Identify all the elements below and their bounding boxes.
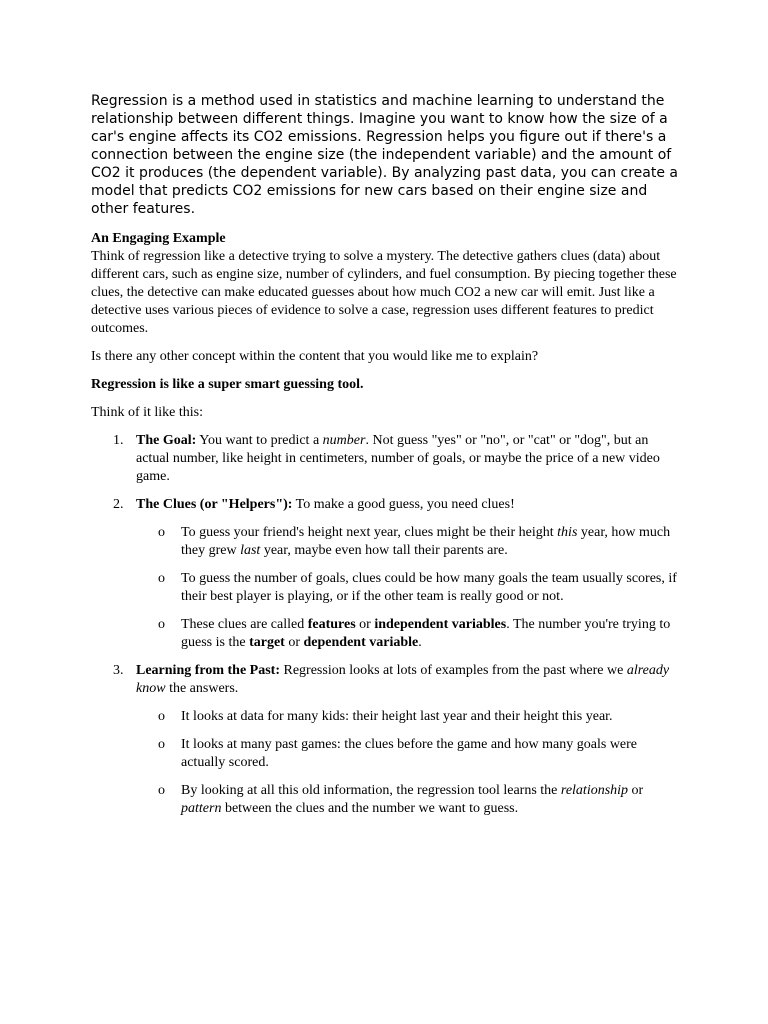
sub-text: or: [284, 635, 304, 650]
list-item: [91, 662, 683, 818]
sub-text: or: [628, 783, 644, 798]
sub-text: between the clues and the number we want to guess.: [221, 801, 519, 816]
step-text: the answers.: [165, 681, 239, 696]
document-page: [91, 92, 683, 828]
step-text: . Not guess "yes" or "no", or "cat" or "dog", but an actual number, like height in centimeters, number of goals, or maybe the price of a new video game.: [136, 433, 660, 484]
sub-text: To guess your friend's height next year, clues might be their height: [181, 525, 558, 540]
sub-list: [136, 524, 683, 652]
list-item: [91, 496, 683, 652]
sub-text: It looks at many past games: the clues before the game and how many goals were actually scored.: [181, 737, 638, 770]
intro-paragraph: Regression is a method used in statistics and machine learning to understand the relationship between different things. Imagine you want to know how the size of a car's engine affects its CO2 emissions. Regression helps you figure out if there's a connection between the engine size (the independent variable) and the amount of CO2 it produces (the dependent variable). By analyzing past data, you can create a model that predicts CO2 emissions for new cars based on their engine size and other features.: [91, 93, 678, 217]
sub-text: year, maybe even how tall their parents are.: [260, 543, 508, 558]
bullet-marker: o: [158, 709, 165, 724]
think-paragraph: Think of it like this:: [91, 405, 203, 420]
sub-text: .: [418, 635, 422, 650]
step-title: Learning from the Past:: [136, 663, 280, 678]
sub-list: [136, 708, 683, 818]
sub-emphasis: relationship: [560, 783, 629, 798]
bullet-marker: o: [158, 617, 165, 632]
sub-list-item: [136, 736, 683, 772]
sub-emphasis: pattern: [181, 801, 222, 816]
example-paragraph: Think of regression like a detective trying to solve a mystery. The detective gathers clues (data) about different cars, such as engine size, number of cylinders, and fuel consumption. By piecing together these clues, the detective can make educated guesses about how much CO2 a new car will emit. Just like a detective uses various pieces of evidence to solve a case, regression uses different features to predict outcomes.: [91, 249, 677, 336]
bullet-marker: o: [158, 737, 165, 752]
step-text: You want to predict a: [196, 433, 323, 448]
sub-strong: target: [249, 635, 285, 650]
bullet-marker: o: [158, 783, 165, 798]
sub-strong: independent variables: [374, 617, 507, 632]
sub-list-item: [136, 524, 683, 560]
sub-list-item: [136, 570, 683, 606]
question-paragraph: Is there any other concept within the content that you would like me to explain?: [91, 349, 539, 364]
sub-text: . The number you're trying to guess is the: [181, 617, 671, 650]
sub-text: year, how much they grew: [181, 525, 671, 558]
step-title: The Goal:: [136, 433, 197, 448]
sub-text: To guess the number of goals, clues could be how many goals the team usually scores, if their best player is playing, or if the other team is really good or not.: [181, 571, 677, 604]
bullet-marker: o: [158, 571, 165, 586]
list-number: 2.: [113, 497, 124, 512]
sub-text: It looks at data for many kids: their height last year and their height this year.: [181, 709, 613, 724]
step-emphasis: number: [322, 433, 366, 448]
list-number: 1.: [113, 433, 124, 448]
list-number: 3.: [113, 663, 124, 678]
example-heading: An Engaging Example: [91, 231, 226, 246]
steps-list: [91, 432, 683, 818]
tagline-paragraph: Regression is like a super smart guessing tool.: [91, 377, 364, 392]
sub-text: By looking at all this old information, the regression tool learns the: [181, 783, 561, 798]
sub-strong: features: [307, 617, 356, 632]
sub-text: or: [355, 617, 375, 632]
step-text: Regression looks at lots of examples from the past where we: [280, 663, 627, 678]
step-emphasis: already know: [136, 663, 670, 696]
sub-list-item: [136, 708, 683, 726]
sub-list-item: [136, 616, 683, 652]
list-item: [91, 432, 683, 486]
sub-emphasis: this: [557, 525, 578, 540]
bullet-marker: o: [158, 525, 165, 540]
sub-text: These clues are called: [181, 617, 308, 632]
sub-emphasis: last: [240, 543, 261, 558]
sub-list-item: [136, 782, 683, 818]
sub-strong: dependent variable: [303, 635, 419, 650]
step-text: To make a good guess, you need clues!: [292, 497, 515, 512]
example-section: [91, 230, 683, 818]
step-title: The Clues (or "Helpers"):: [136, 497, 293, 512]
